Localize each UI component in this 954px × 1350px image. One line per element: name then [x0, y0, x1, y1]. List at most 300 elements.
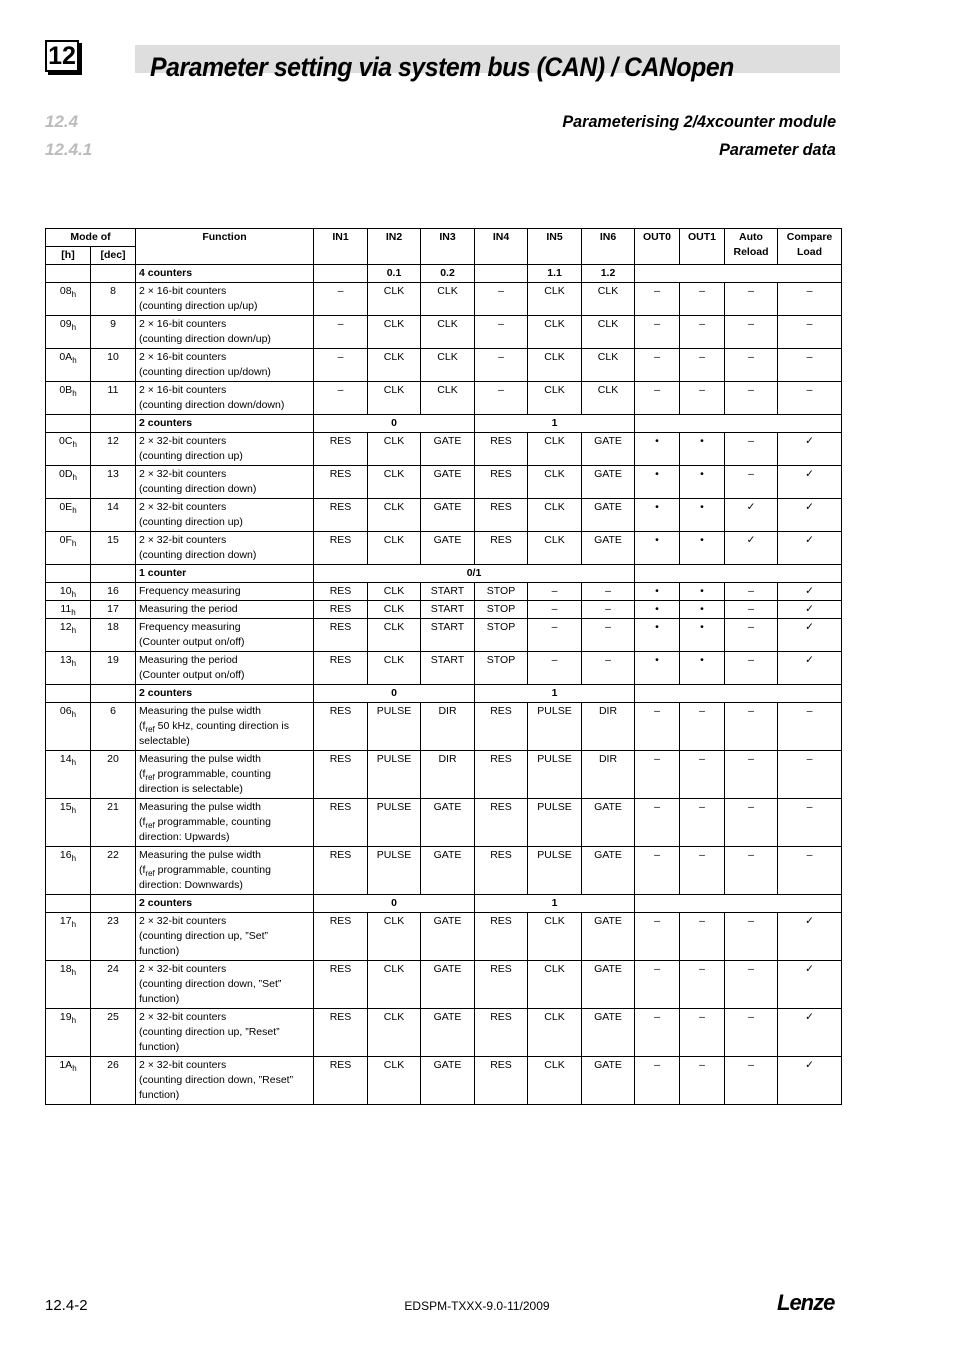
cell-in4: – [475, 316, 528, 349]
hex-suffix: h [71, 290, 77, 299]
function-line: (Counter output on/off) [139, 669, 245, 681]
hex-suffix: h [71, 539, 77, 548]
cell-in1: RES [314, 601, 368, 619]
cell-in6: – [582, 652, 635, 685]
group-title: 1 counter [136, 565, 314, 583]
header-compare-load: Compare Load [778, 229, 842, 265]
cell-out1: – [680, 283, 725, 316]
cell-in4: RES [475, 961, 528, 1009]
cell-auto-reload: – [725, 283, 778, 316]
cell-in2: CLK [368, 382, 421, 415]
cell-out0: – [635, 799, 680, 847]
cell-in6: GATE [582, 532, 635, 565]
mode-hex [46, 913, 91, 961]
cell-in4: RES [475, 1009, 528, 1057]
cell-auto-reload: – [725, 619, 778, 652]
table-row [46, 316, 842, 349]
group-channel-cell [475, 265, 528, 283]
cell-in2: CLK [368, 433, 421, 466]
cell-in3: GATE [421, 961, 475, 1009]
mode-dec: 21 [91, 799, 136, 847]
function-line: 2 × 32-bit counters [139, 1059, 227, 1071]
cell-in2: PULSE [368, 847, 421, 895]
cell-in3: CLK [421, 283, 475, 316]
page-number: 12.4-2 [45, 1297, 88, 1314]
cell-out1: • [680, 433, 725, 466]
function-line: 2 × 32-bit counters [139, 1011, 227, 1023]
mode-hex-value: 18 [59, 963, 72, 975]
mode-dec: 8 [91, 283, 136, 316]
cell-in6: – [582, 619, 635, 652]
group-channel-cell: 1.2 [582, 265, 635, 283]
mode-hex [46, 961, 91, 1009]
mode-hex [46, 751, 91, 799]
mode-hex-value: 0B [59, 384, 73, 396]
cell-in1: RES [314, 532, 368, 565]
mode-hex-value: 16 [59, 849, 72, 861]
function-line: Measuring the period [139, 603, 238, 615]
mode-hex [46, 583, 91, 601]
cell-in2: CLK [368, 1009, 421, 1057]
mode-dec: 24 [91, 961, 136, 1009]
cell-out0: • [635, 619, 680, 652]
mode-hex [46, 499, 91, 532]
cell-in2: CLK [368, 913, 421, 961]
cell-compare-load: – [778, 349, 842, 382]
cell-in6: GATE [582, 847, 635, 895]
cell-in2: CLK [368, 316, 421, 349]
cell-auto-reload: – [725, 349, 778, 382]
table-row [46, 1009, 842, 1057]
cell-in4: – [475, 349, 528, 382]
mode-hex [46, 799, 91, 847]
cell-compare-load: ✓ [778, 1009, 842, 1057]
cell-in2: CLK [368, 619, 421, 652]
header-in5: IN5 [528, 229, 582, 265]
cell-compare-load: ✓ [778, 601, 842, 619]
cell-in6: – [582, 583, 635, 601]
mode-dec: 9 [91, 316, 136, 349]
function-line: selectable) [139, 735, 190, 747]
cell-in5: CLK [528, 532, 582, 565]
cell-in2: CLK [368, 652, 421, 685]
group-header-row [46, 415, 842, 433]
function-line: ($f_{ref}$ programmable, counting [139, 864, 271, 878]
cell-in6: – [582, 601, 635, 619]
cell-in3: GATE [421, 499, 475, 532]
cell-out1: – [680, 799, 725, 847]
cell-in3: GATE [421, 466, 475, 499]
cell-out0: • [635, 652, 680, 685]
cell-in3: GATE [421, 913, 475, 961]
cell-in3: GATE [421, 1009, 475, 1057]
cell-in5: PULSE [528, 799, 582, 847]
cell-auto-reload: ✓ [725, 499, 778, 532]
cell-out1: – [680, 751, 725, 799]
group-title: 2 counters [136, 685, 314, 703]
hex-suffix: h [71, 590, 77, 599]
mode-hex [46, 1057, 91, 1105]
function-line: (counting direction down/down) [139, 399, 285, 411]
cell-in4: RES [475, 499, 528, 532]
cell-out0: – [635, 913, 680, 961]
group-channel-cell: 0.2 [421, 265, 475, 283]
cell-out0: • [635, 532, 680, 565]
cell-out0: – [635, 349, 680, 382]
hex-suffix: h [71, 659, 77, 668]
group-title: 2 counters [136, 415, 314, 433]
cell-compare-load: ✓ [778, 583, 842, 601]
cell-in1: – [314, 382, 368, 415]
header-out0: OUT0 [635, 229, 680, 265]
hex-suffix: h [71, 608, 76, 617]
cell-in4: STOP [475, 619, 528, 652]
group-title: 4 counters [136, 265, 314, 283]
cell-in1: – [314, 349, 368, 382]
cell-in4: STOP [475, 583, 528, 601]
cell-in1: RES [314, 652, 368, 685]
group-blank-outputs [635, 895, 842, 913]
group-channel-cell: 0 [314, 685, 475, 703]
cell-in6: GATE [582, 913, 635, 961]
function-cell [136, 847, 314, 895]
cell-in2: CLK [368, 499, 421, 532]
cell-compare-load: – [778, 316, 842, 349]
cell-in6: GATE [582, 499, 635, 532]
cell-in4: RES [475, 913, 528, 961]
mode-hex-value: 08 [59, 285, 72, 297]
cell-in2: CLK [368, 601, 421, 619]
group-blank-hex [46, 685, 91, 703]
cell-in5: CLK [528, 433, 582, 466]
mode-hex [46, 601, 91, 619]
group-channel-cell: 0 [314, 415, 475, 433]
cell-in6: GATE [582, 961, 635, 1009]
mode-dec: 25 [91, 1009, 136, 1057]
cell-out0: – [635, 1057, 680, 1105]
mode-hex-value: 17 [59, 915, 72, 927]
cell-in1: RES [314, 1009, 368, 1057]
header-in1: IN1 [314, 229, 368, 265]
cell-in6: GATE [582, 1009, 635, 1057]
hex-suffix: h [72, 506, 77, 515]
cell-in3: GATE [421, 532, 475, 565]
cell-in5: PULSE [528, 751, 582, 799]
cell-in6: GATE [582, 1057, 635, 1105]
function-line: 2 × 16-bit counters [139, 285, 227, 297]
function-line: direction is selectable) [139, 783, 243, 795]
hex-suffix: h [71, 323, 77, 332]
cell-in4: RES [475, 532, 528, 565]
header-mode-of: Mode of [46, 229, 136, 247]
hex-suffix: h [71, 854, 77, 863]
table-row [46, 751, 842, 799]
cell-in3: DIR [421, 751, 475, 799]
section-number: 12.4 [45, 112, 79, 131]
cell-in5: PULSE [528, 847, 582, 895]
table-header-row [46, 229, 842, 247]
function-cell [136, 316, 314, 349]
group-blank-outputs [635, 265, 842, 283]
mode-dec: 10 [91, 349, 136, 382]
mode-hex-value: 10 [59, 585, 72, 597]
mode-hex-value: 0E [59, 501, 73, 513]
function-line: (counting direction down) [139, 549, 257, 561]
cell-out0: – [635, 382, 680, 415]
cell-out1: • [680, 499, 725, 532]
cell-out0: – [635, 847, 680, 895]
cell-in4: RES [475, 1057, 528, 1105]
cell-in2: CLK [368, 1057, 421, 1105]
table-row [46, 619, 842, 652]
cell-in3: CLK [421, 349, 475, 382]
hex-suffix: h [72, 389, 77, 398]
hex-suffix: h [71, 710, 77, 719]
mode-hex [46, 349, 91, 382]
cell-out1: • [680, 466, 725, 499]
group-blank-dec [91, 565, 136, 583]
cell-out1: • [680, 652, 725, 685]
cell-in4: RES [475, 751, 528, 799]
header-auto-reload: Auto Reload [725, 229, 778, 265]
mode-dec: 22 [91, 847, 136, 895]
mode-hex-value: 11 [60, 603, 72, 615]
cell-compare-load: ✓ [778, 619, 842, 652]
function-cell [136, 601, 314, 619]
cell-in5: CLK [528, 349, 582, 382]
table-row [46, 583, 842, 601]
mode-hex [46, 316, 91, 349]
mode-hex [46, 466, 91, 499]
function-line: (counting direction down) [139, 483, 257, 495]
function-line: (Counter output on/off) [139, 636, 245, 648]
cell-in1: RES [314, 433, 368, 466]
cell-in6: CLK [582, 283, 635, 316]
cell-auto-reload: – [725, 799, 778, 847]
cell-in6: GATE [582, 799, 635, 847]
hex-suffix: h [72, 1064, 77, 1073]
cell-in1: RES [314, 961, 368, 1009]
cell-out1: • [680, 532, 725, 565]
cell-in2: CLK [368, 466, 421, 499]
cell-compare-load: – [778, 703, 842, 751]
function-line: 2 × 16-bit counters [139, 351, 227, 363]
hex-suffix: h [72, 356, 77, 365]
mode-hex [46, 703, 91, 751]
function-line: Measuring the pulse width [139, 705, 261, 717]
cell-in4: STOP [475, 601, 528, 619]
cell-in3: START [421, 583, 475, 601]
cell-out1: – [680, 913, 725, 961]
function-line: function) [139, 993, 180, 1005]
function-line: (counting direction down, ”Set” [139, 978, 282, 990]
function-line: ($f_{ref}$ programmable, counting [139, 768, 271, 782]
mode-dec: 11 [91, 382, 136, 415]
mode-hex-value: 06 [59, 705, 72, 717]
header-function: Function [136, 229, 314, 265]
cell-in6: CLK [582, 316, 635, 349]
cell-in5: CLK [528, 466, 582, 499]
function-cell [136, 652, 314, 685]
mode-hex-value: 09 [59, 318, 72, 330]
hex-suffix: h [71, 920, 77, 929]
cell-out1: – [680, 349, 725, 382]
cell-out1: – [680, 703, 725, 751]
cell-out0: – [635, 751, 680, 799]
cell-out0: • [635, 583, 680, 601]
cell-in5: CLK [528, 1057, 582, 1105]
function-line: direction: Downwards) [139, 879, 243, 891]
cell-in1: RES [314, 799, 368, 847]
hex-suffix: h [72, 473, 77, 482]
cell-in1: RES [314, 466, 368, 499]
function-line: 2 × 32-bit counters [139, 963, 227, 975]
cell-out0: – [635, 703, 680, 751]
cell-compare-load: ✓ [778, 532, 842, 565]
function-cell [136, 799, 314, 847]
function-cell [136, 913, 314, 961]
function-line: (counting direction up) [139, 516, 243, 528]
hex-suffix: h [71, 1016, 77, 1025]
cell-in4: RES [475, 703, 528, 751]
cell-in5: CLK [528, 961, 582, 1009]
cell-in6: CLK [582, 349, 635, 382]
cell-in1: RES [314, 751, 368, 799]
group-blank-outputs [635, 415, 842, 433]
cell-in4: – [475, 382, 528, 415]
mode-hex-value: 12 [59, 621, 72, 633]
cell-in3: START [421, 601, 475, 619]
mode-dec: 17 [91, 601, 136, 619]
cell-out0: – [635, 283, 680, 316]
function-cell [136, 283, 314, 316]
group-channel-cell: 1 [475, 415, 635, 433]
chapter-number: 12 [45, 40, 79, 72]
table-row [46, 703, 842, 751]
cell-in5: CLK [528, 1009, 582, 1057]
cell-in5: CLK [528, 913, 582, 961]
cell-in2: CLK [368, 532, 421, 565]
mode-dec: 23 [91, 913, 136, 961]
header-in6: IN6 [582, 229, 635, 265]
cell-auto-reload: – [725, 382, 778, 415]
cell-in1: RES [314, 1057, 368, 1105]
function-line: (counting direction up/up) [139, 300, 258, 312]
group-channel-cell [314, 265, 368, 283]
function-cell [136, 961, 314, 1009]
cell-out1: – [680, 382, 725, 415]
function-cell [136, 583, 314, 601]
mode-hex-value: 15 [59, 801, 72, 813]
lenze-logo: Lenze [777, 1290, 835, 1315]
function-line: 2 × 32-bit counters [139, 915, 227, 927]
group-title: 2 counters [136, 895, 314, 913]
function-line: ($f_{ref}$ programmable, counting [139, 816, 271, 830]
function-line: 2 × 16-bit counters [139, 318, 227, 330]
function-line: function) [139, 1089, 180, 1101]
cell-out1: – [680, 1057, 725, 1105]
function-line: (counting direction down, ”Reset” [139, 1074, 294, 1086]
cell-in2: PULSE [368, 799, 421, 847]
cell-in1: – [314, 283, 368, 316]
group-blank-hex [46, 565, 91, 583]
mode-dec: 20 [91, 751, 136, 799]
mode-dec: 18 [91, 619, 136, 652]
table-row [46, 382, 842, 415]
cell-in6: DIR [582, 751, 635, 799]
cell-in3: CLK [421, 316, 475, 349]
function-line: (counting direction up/down) [139, 366, 271, 378]
mode-hex-value: 0D [59, 468, 73, 480]
table-row [46, 283, 842, 316]
function-line: Frequency measuring [139, 585, 241, 597]
page-title: Parameter setting via system bus (CAN) / CANopen [150, 52, 734, 82]
header-in4: IN4 [475, 229, 528, 265]
function-line: Measuring the pulse width [139, 753, 261, 765]
function-cell [136, 382, 314, 415]
function-line: direction: Upwards) [139, 831, 230, 843]
cell-in5: – [528, 652, 582, 685]
mode-hex [46, 652, 91, 685]
cell-in5: – [528, 619, 582, 652]
cell-in5: CLK [528, 316, 582, 349]
cell-compare-load: ✓ [778, 652, 842, 685]
mode-hex [46, 382, 91, 415]
function-line: function) [139, 945, 180, 957]
table-row [46, 349, 842, 382]
group-blank-hex [46, 415, 91, 433]
group-blank-outputs [635, 685, 842, 703]
cell-out0: – [635, 316, 680, 349]
function-line: 2 × 32-bit counters [139, 468, 227, 480]
cell-out0: – [635, 1009, 680, 1057]
function-cell [136, 532, 314, 565]
cell-auto-reload: – [725, 652, 778, 685]
cell-in5: CLK [528, 283, 582, 316]
function-cell [136, 466, 314, 499]
hex-suffix: h [71, 968, 77, 977]
mode-hex [46, 433, 91, 466]
cell-auto-reload: – [725, 1009, 778, 1057]
mode-hex-value: 13 [59, 654, 72, 666]
cell-auto-reload: – [725, 961, 778, 1009]
header-hex: [h] [46, 247, 91, 265]
cell-in6: DIR [582, 703, 635, 751]
cell-compare-load: – [778, 382, 842, 415]
group-blank-outputs [635, 565, 842, 583]
cell-compare-load: ✓ [778, 433, 842, 466]
mode-hex [46, 847, 91, 895]
group-blank-dec [91, 415, 136, 433]
cell-out1: • [680, 619, 725, 652]
cell-auto-reload: ✓ [725, 532, 778, 565]
header-in3: IN3 [421, 229, 475, 265]
group-header-row [46, 685, 842, 703]
function-cell [136, 499, 314, 532]
header-dec: [dec] [91, 247, 136, 265]
mode-hex [46, 1009, 91, 1057]
cell-out0: • [635, 499, 680, 532]
function-cell [136, 751, 314, 799]
cell-in3: GATE [421, 847, 475, 895]
group-channel-cell: 0.1 [368, 265, 421, 283]
function-line: Measuring the pulse width [139, 849, 261, 861]
document-id: EDSPM-TXXX-9.0-11/2009 [404, 1299, 550, 1313]
mode-dec: 14 [91, 499, 136, 532]
subsection-title: Parameter data [719, 140, 836, 159]
section-title: Parameterising 2/4xcounter module [562, 112, 836, 131]
table-row [46, 652, 842, 685]
